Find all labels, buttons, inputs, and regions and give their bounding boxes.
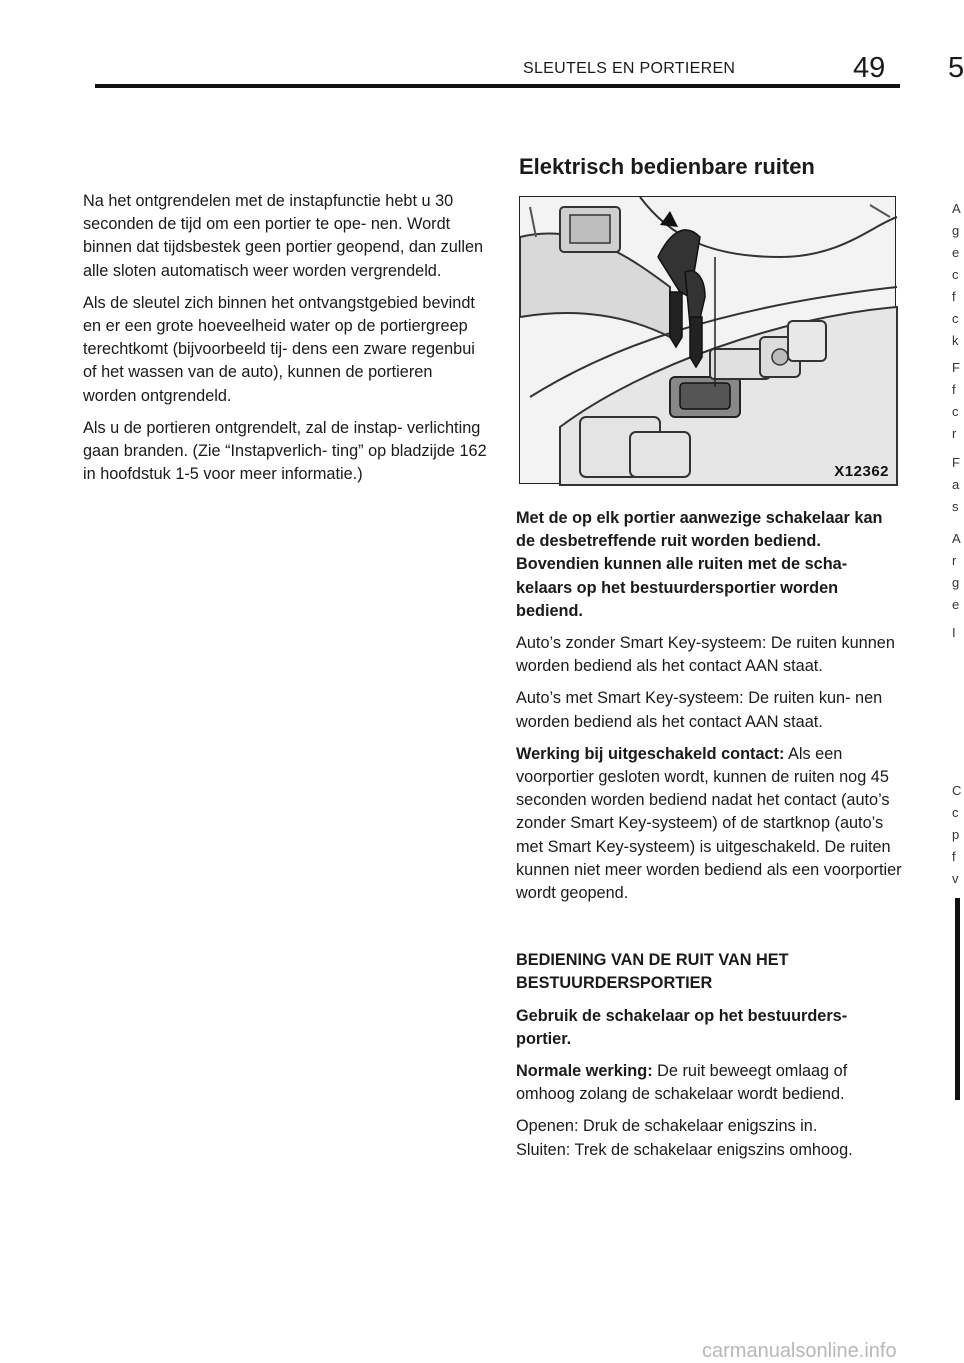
contact-off-label: Werking bij uitgeschakeld contact:	[516, 744, 785, 763]
edge-fragment: g	[952, 223, 960, 238]
paragraph-smart-key: Auto’s met Smart Key-systeem: De ruiten kun- nen worden bediend als het contact AAN staat.	[516, 689, 883, 731]
edge-fragment: c	[952, 267, 959, 282]
left-paragraph-3: Als u de portieren ontgrendelt, zal de instap- verlichting gaan branden. (Zie “Instapverlich- ting” op bladzijde 162 in hoofdstuk 1-5 voor meer informatie.)	[83, 418, 487, 484]
contact-off-text: Als een voorportier gesloten wordt, kunnen de ruiten nog 45 seconden worden bediend nadat het contact (auto’s zonder Smart Key-systeem) of de startknop (auto’s met Smart Key-systeem) is uitgeschakeld. De ruiten kunnen niet meer worden bediend als een voorportier wordt geopend.	[516, 744, 902, 903]
edge-fragment: s	[952, 499, 959, 514]
left-column	[83, 190, 488, 495]
left-paragraph-2: Als de sleutel zich binnen het ontvangstgebied bevindt en er een grote hoeveelheid water op de portiergreep terechtkomt (bijvoorbeeld tij- dens een zware regenbui of het wassen van de auto), kunnen de portieren worden ontgrendeld.	[83, 293, 475, 405]
next-page-fragment: 5	[948, 52, 964, 84]
edge-fragment: F	[952, 455, 960, 470]
normal-label: Normale werking:	[516, 1062, 653, 1081]
edge-fragment: A	[952, 531, 961, 546]
running-header-section: SLEUTELS EN PORTIEREN	[523, 60, 736, 77]
edge-fragment: e	[952, 245, 960, 260]
edge-fragment: c	[952, 805, 959, 820]
driver-window-heading: BEDIENING VAN DE RUIT VAN HET BESTUURDERSPORTIER	[516, 951, 789, 993]
header-rule	[95, 84, 900, 88]
edge-fragment: f	[952, 849, 956, 864]
edge-fragment: F	[952, 360, 960, 375]
figure-code: X12362	[834, 463, 889, 480]
edge-fragment: v	[952, 871, 959, 886]
edge-fragment: p	[952, 827, 960, 842]
intro-bold-paragraph: Met de op elk portier aanwezige schakelaar kan de desbetreffende ruit worden bediend. Bovendien kunnen alle ruiten met de scha- kelaars op het bestuurdersportier worden bediend.	[516, 509, 883, 620]
edge-fragment: f	[952, 382, 956, 397]
edge-fragment: A	[952, 201, 961, 216]
edge-fragment: c	[952, 311, 959, 326]
edge-fragment: C	[952, 783, 962, 798]
edge-fragment: r	[952, 426, 957, 441]
close-text: Sluiten: Trek de schakelaar enigszins omhoog.	[516, 1140, 853, 1159]
door-panel-drawing	[520, 197, 897, 485]
open-text: Openen: Druk de schakelaar enigszins in.	[516, 1117, 818, 1136]
edge-fragment: k	[952, 333, 959, 348]
normal-text: De ruit beweegt omlaag of omhoog zolang de schakelaar wordt bediend.	[516, 1062, 848, 1104]
window-switch-illustration	[519, 196, 896, 484]
page-number: 49	[853, 52, 886, 84]
edge-tab-bar	[955, 898, 960, 1100]
edge-fragment: f	[952, 289, 956, 304]
edge-fragment: a	[952, 477, 960, 492]
edge-fragment: e	[952, 597, 960, 612]
driver-instruction: Gebruik de schakelaar op het bestuurders- portier.	[516, 1006, 848, 1048]
paragraph-open-close	[516, 1115, 904, 1161]
edge-fragment: g	[952, 575, 960, 590]
paragraph-normal-operation	[516, 1060, 904, 1106]
right-column	[516, 507, 904, 1171]
section-title: Elektrisch bedienbare ruiten	[519, 154, 815, 179]
edge-fragment: r	[952, 553, 957, 568]
paragraph-no-smart-key: Auto’s zonder Smart Key-systeem: De ruiten kunnen worden bediend als het contact AAN staat.	[516, 634, 895, 676]
paragraph-contact-off	[516, 743, 904, 905]
watermark: carmanualsonline.info	[702, 1340, 897, 1362]
edge-fragment: c	[952, 404, 959, 419]
left-paragraph-1: Na het ontgrendelen met de instapfunctie hebt u 30 seconden de tijd om een portier te ope- nen. Wordt binnen dat tijdsbestek geen portier geopend, dan zullen alle sloten automatisch weer worden vergrendeld.	[83, 192, 484, 280]
edge-fragment: I	[952, 625, 956, 640]
